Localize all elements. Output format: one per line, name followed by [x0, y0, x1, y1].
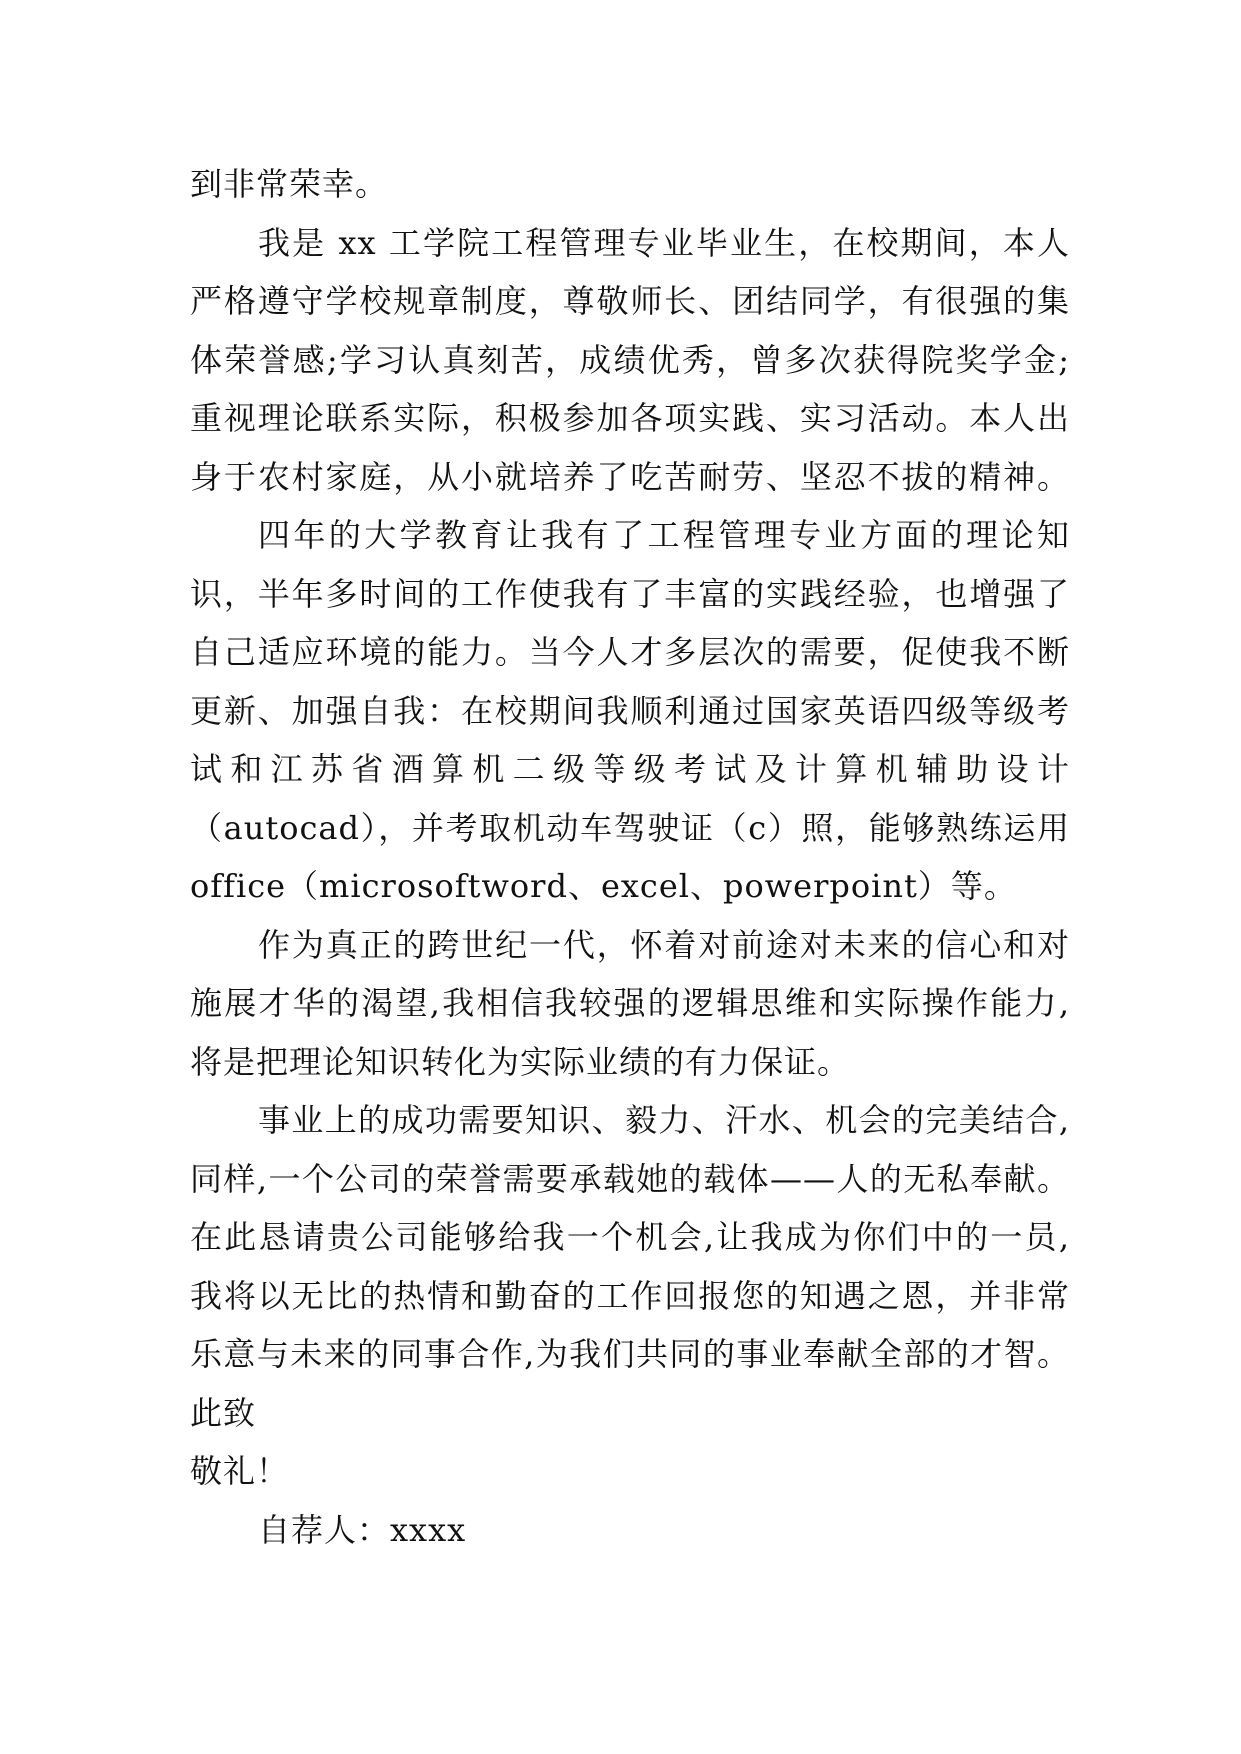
paragraph-first-line: 作为真正的跨世纪一代，怀着对前途对未来的信心和对	[258, 925, 1070, 964]
text-line: 更新、加强自我：在校期间我顺利通过国家英语四级等级考	[190, 691, 1070, 730]
text-line: 试和江苏省酒算机二级等级考试及计算机辅助设计	[190, 750, 1070, 788]
text-line: 乐意与未来的同事合作,为我们共同的事业奉献全部的才智。	[190, 1335, 1070, 1373]
paragraph-first-line: 我是 xx 工学院工程管理专业毕业生，在校期间，本人	[258, 223, 1070, 262]
text-line: 严格遵守学校规章制度，尊敬师长、团结同学，有很强的集	[190, 282, 1070, 320]
signature-line: 自荐人：xxxx	[258, 1510, 467, 1549]
text-line: （autocad），并考取机动车驾驶证（c）照，能够熟练运用	[190, 808, 1070, 847]
closing-salutation: 此致	[190, 1393, 257, 1432]
text-line: 施展才华的渴望,我相信我较强的逻辑思维和实际操作能力,	[190, 984, 1070, 1022]
text-line: 身于农村家庭，从小就培养了吃苦耐劳、坚忍不拔的精神。	[190, 457, 1070, 496]
paragraph-first-line: 四年的大学教育让我有了工程管理专业方面的理论知	[258, 516, 1070, 554]
text-line: office（microsoftword、excel、powerpoint）等。	[190, 867, 1017, 905]
closing-regards: 敬礼！	[190, 1452, 290, 1490]
text-line: 自己适应环境的能力。当今人才多层次的需要，促使我不断	[190, 633, 1070, 671]
text-line: 到非常荣幸。	[190, 165, 389, 203]
text-line: 重视理论联系实际，积极参加各项实践、实习活动。本人出	[190, 399, 1070, 437]
paragraph-first-line: 事业上的成功需要知识、毅力、汗水、机会的完美结合,	[258, 1101, 1070, 1139]
letter-body	[190, 155, 1070, 1559]
text-line: 在此恳请贵公司能够给我一个机会,让我成为你们中的一员,	[190, 1218, 1070, 1256]
text-line: 我将以无比的热情和勤奋的工作回报您的知遇之恩，并非常	[190, 1276, 1070, 1315]
text-line: 同样,一个公司的荣誉需要承载她的载体——人的无私奉献。	[190, 1159, 1070, 1198]
text-line: 体荣誉感;学习认真刻苦，成绩优秀，曾多次获得院奖学金;	[190, 340, 1070, 379]
text-line: 识，半年多时间的工作使我有了丰富的实践经验，也增强了	[190, 574, 1070, 613]
text-line: 将是把理论知识转化为实际业绩的有力保证。	[190, 1042, 851, 1081]
